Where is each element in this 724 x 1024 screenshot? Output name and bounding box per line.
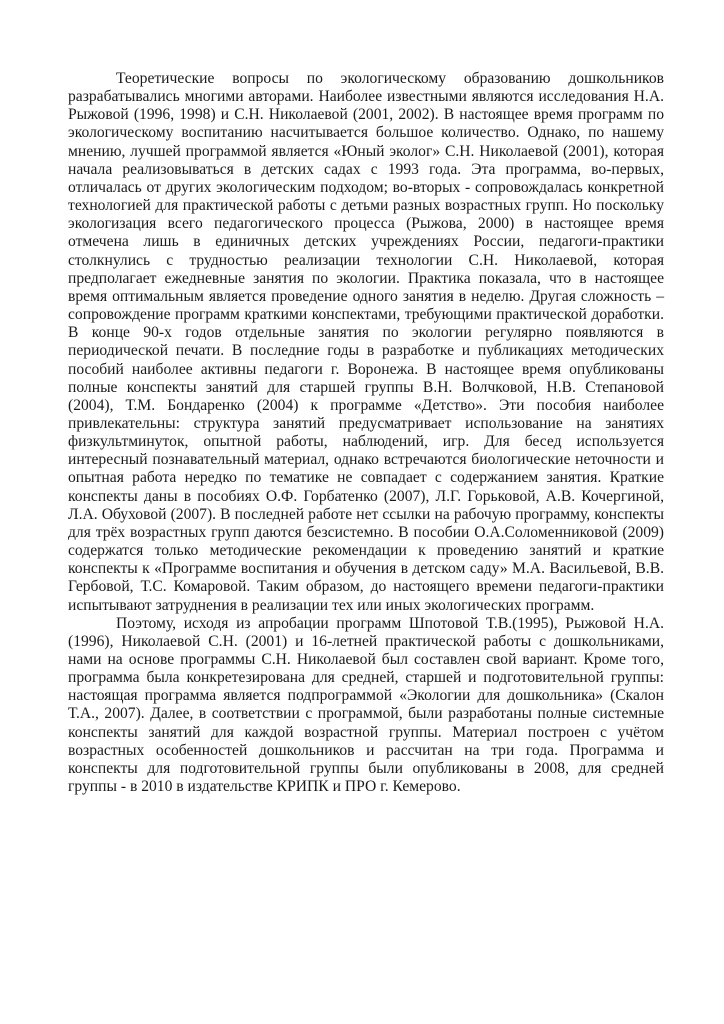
paragraph-2: Поэтому, исходя из апробации программ Шпотовой Т.В.(1995), Рыжовой Н.А.(1996), Николаевой С.Н. (2001) и 16-летней практической работы с дошкольниками, нами на основе программы С.Н. Николаевой был составлен свой вариант. Кроме того, программа была конкретезирована для средней, старшей и подготовительной группы: настоящая программа является подпрограммой «Экологии для дошкольника» (Скалон Т.А., 2007). Далее, в соответствии с программой, были разработаны полные системные конспекты занятий для каждой возрастной группы. Материал построен с учётом возрастных особенностей дошкольников и рассчитан на три года. Программа и конспекты для подготовительной группы были опубликованы в 2008, для средней группы - в 2010 в издательстве КРИПК и ПРО г. Кемерово. <box>68 614 664 796</box>
paragraph-1: Теоретические вопросы по экологическому образованию дошкольников разрабатывались многими авторами. Наиболее известными являются исследования Н.А. Рыжовой (1996, 1998) и С.Н. Николаевой (2001, 2002). В настоящее время программ по экологическому воспитанию насчитывается большое количество. Однако, по нашему мнению, лучшей программой является «Юный эколог» С.Н. Николаевой (2001), которая начала реализовываться в детских садах с 1993 года. Эта программа, во-первых, отличалась от других экологическим подходом; во-вторых - сопровождалась конкретной технологией для практической работы с детьми разных возрастных групп. Но поскольку экологизация всего педагогического процесса (Рыжова, 2000) в настоящее время отмечена лишь в единичных детских учреждениях России, педагоги-практики столкнулись с трудностью реализации технологии С.Н. Николаевой, которая предполагает ежедневные занятия по экологии. Практика показала, что в настоящее время оптимальным является проведение одного занятия в неделю. Другая сложность – сопровождение программ краткими конспектами, требующими практической доработки. В конце 90-х годов отдельные занятия по экологии регулярно появляются в периодической печати. В последние годы в разработке и публикациях методических пособий наиболее активны педагоги г. Воронежа. В настоящее время опубликованы полные конспекты занятий для старшей группы В.Н. Волчковой, Н.В. Степановой (2004), Т.М. Бондаренко (2004) к программе «Детство». Эти пособия наиболее привлекательны: структура занятий предусматривает использование на занятиях физкультминуток, опытной работы, наблюдений, игр. Для бесед используется интересный познавательный материал, однако встречаются биологические неточности и опытная работа нередко по тематике не совпадает с содержанием занятия. Краткие конспекты даны в пособиях О.Ф. Горбатенко (2007), Л.Г. Горьковой, А.В. Кочергиной, Л.А. Обуховой (2007). В последней работе нет ссылки на рабочую программу, конспекты для трёх возрастных групп даются безсистемно. В пособии О.А.Соломенниковой (2009) содержатся только методические рекомендации к проведению занятий и краткие конспекты к «Программе воспитания и обучения в детском саду» М.А. Васильевой, В.В. Гербовой, Т.С. Комаровой. Таким образом, до настоящего времени педагоги-практики испытывают затруднения в реализации тех или иных экологических программ. <box>68 70 664 614</box>
document-page <box>68 70 664 796</box>
